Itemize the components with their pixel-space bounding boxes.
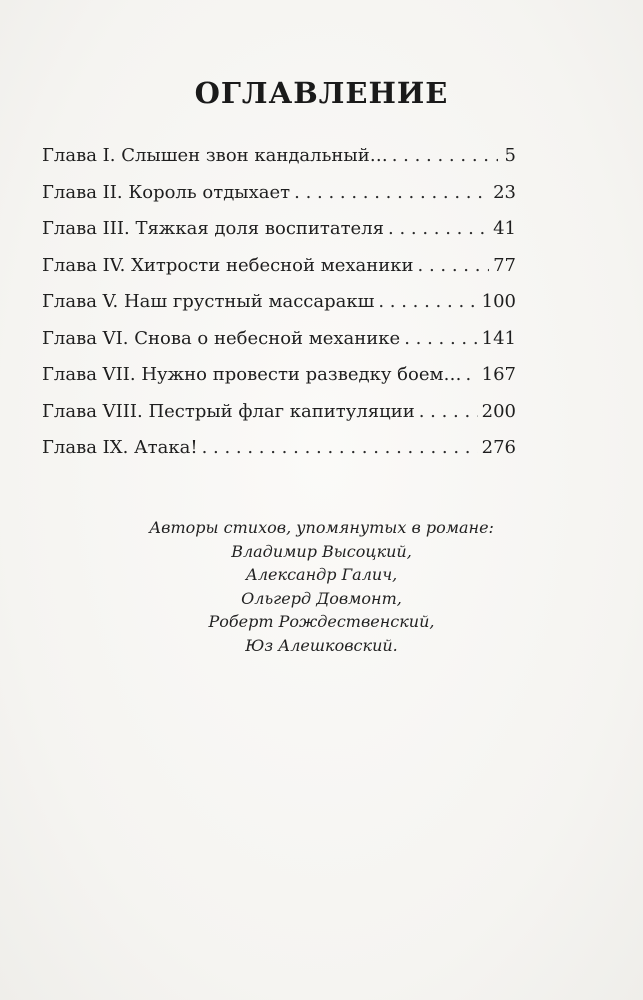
toc-entry-title: Глава V. Наш грустный массаракш <box>42 291 375 312</box>
toc-entry-title: Глава IX. Атака! <box>42 437 198 458</box>
toc-entry-title: Глава I. Слышен звон кандальный… <box>42 145 388 166</box>
author-name: Юз Алешковский. <box>245 635 398 655</box>
toc-entry <box>42 363 516 400</box>
toc-entry <box>42 181 516 218</box>
toc-entry-title: Глава VI. Снова о небесной механике <box>42 327 401 349</box>
toc-entry-title: Глава III. Тяжкая доля воспитателя <box>42 218 384 239</box>
toc-leader-dots <box>388 217 489 241</box>
toc-entry-page: 100 <box>481 291 516 312</box>
toc-leader-dots <box>294 181 489 205</box>
authors-heading: Авторы стихов, упомянутых в романе: <box>149 518 494 537</box>
toc-entry-page: 5 <box>504 145 516 166</box>
author-name: Александр Галич, <box>245 565 398 584</box>
toc-leader-dots <box>418 254 490 278</box>
page-title: ОГЛАВЛЕНИЕ <box>194 76 449 110</box>
toc-entry-page: 41 <box>493 218 516 239</box>
poem-authors-note <box>0 516 643 657</box>
toc-leader-dots <box>202 436 478 460</box>
toc-entry <box>42 217 516 254</box>
author-name: Ольгерд Довмонт, <box>241 588 402 608</box>
toc-entry-page: 276 <box>481 437 516 458</box>
toc-entry <box>42 290 516 327</box>
toc-leader-dots <box>378 290 477 314</box>
toc-entry <box>42 144 516 181</box>
toc-entry <box>42 327 516 364</box>
table-of-contents <box>42 144 516 473</box>
toc-entry-title: Глава IV. Хитрости небесной механики <box>42 254 414 276</box>
toc-entry <box>42 436 516 473</box>
toc-leader-dots <box>404 327 477 351</box>
toc-entry <box>42 400 516 437</box>
toc-leader-dots <box>465 363 477 387</box>
toc-entry <box>42 254 516 291</box>
toc-entry-page: 167 <box>481 364 516 385</box>
toc-leader-dots <box>419 400 478 424</box>
toc-entry-page: 23 <box>493 181 516 203</box>
toc-entry-page: 77 <box>493 254 516 276</box>
toc-entry-title: Глава II. Король отдыхает <box>42 181 291 203</box>
toc-entry-page: 200 <box>481 400 516 422</box>
author-name: Владимир Высоцкий, <box>231 541 412 561</box>
toc-entry-page: 141 <box>481 327 516 349</box>
toc-entry-title: Глава VII. Нужно провести разведку боем… <box>42 364 462 385</box>
toc-entry-title: Глава VIII. Пестрый флаг капитуляции <box>42 400 415 422</box>
toc-leader-dots <box>392 144 498 168</box>
author-name: Роберт Рождественский, <box>208 612 435 631</box>
